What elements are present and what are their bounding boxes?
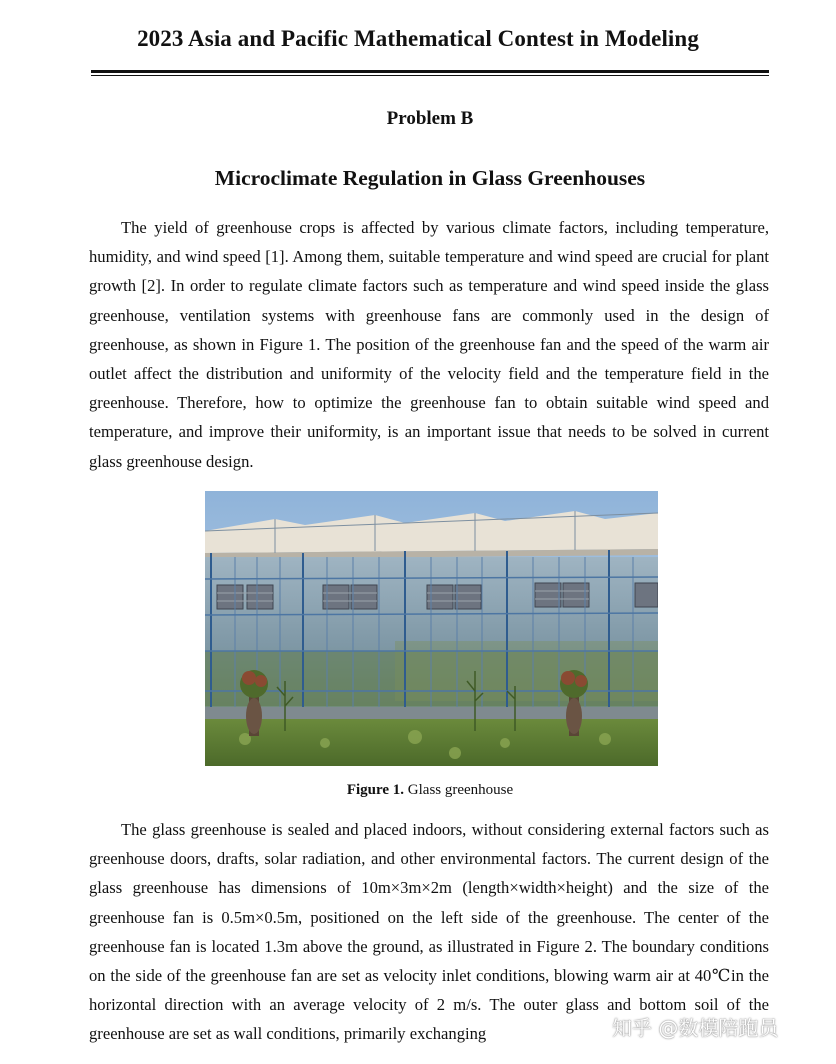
running-header-title: 2023 Asia and Pacific Mathematical Contest in Modeling xyxy=(137,26,699,51)
header-rule-thin xyxy=(91,75,769,76)
figure-caption-text: Glass greenhouse xyxy=(407,782,514,798)
header-rule-thick xyxy=(91,70,769,73)
paper-subtitle: Microclimate Regulation in Glass Greenhouses xyxy=(214,166,646,190)
paragraph-intro: The yield of greenhouse crops is affected by various climate factors, including temperature, humidity, and wind speed [1]. Among them, suitable temperature and wind speed are crucial for plant growth [2]. In order to regulate climate factors such as temperature and wind speed inside the glass greenhouse, ventilation systems with greenhouse fans are commonly used in the design of greenhouse, as shown in Figure 1. The position of the greenhouse fan and the speed of the warm air outlet affect the distribution and uniformity of the velocity field and the temperature field in the greenhouse. Therefore, how to optimize the greenhouse fan to obtain suitable wind speed and temperature, and improve their uniformity, is an important issue that needs to be solved in current glass greenhouse design. xyxy=(89,218,769,471)
watermark: 知乎 @数模陪跑员 xyxy=(612,1016,779,1040)
problem-label: Problem B xyxy=(386,108,474,129)
paragraph-setup: The glass greenhouse is sealed and placed indoors, without considering external factors such as greenhouse doors, drafts, solar radiation, and other environmental factors. The current design of the glass greenhouse has dimensions of 10m×3m×2m (length×width×height) and the size of the greenhouse fan is 0.5m×0.5m, positioned on the left side of the greenhouse. The center of the greenhouse fan is located 1.3m above the ground, as illustrated in Figure 2. The boundary conditions on the side of the greenhouse fan are set as velocity inlet conditions, blowing warm air at 40℃in the horizontal direction with an average velocity of 2 m/s. The outer glass and bottom soil of the greenhouse are set as wall conditions, primarily exchanging xyxy=(89,820,769,1044)
figure-label: Figure 1. xyxy=(346,782,405,798)
greenhouse-photo xyxy=(205,491,658,766)
figure-caption xyxy=(0,782,836,799)
